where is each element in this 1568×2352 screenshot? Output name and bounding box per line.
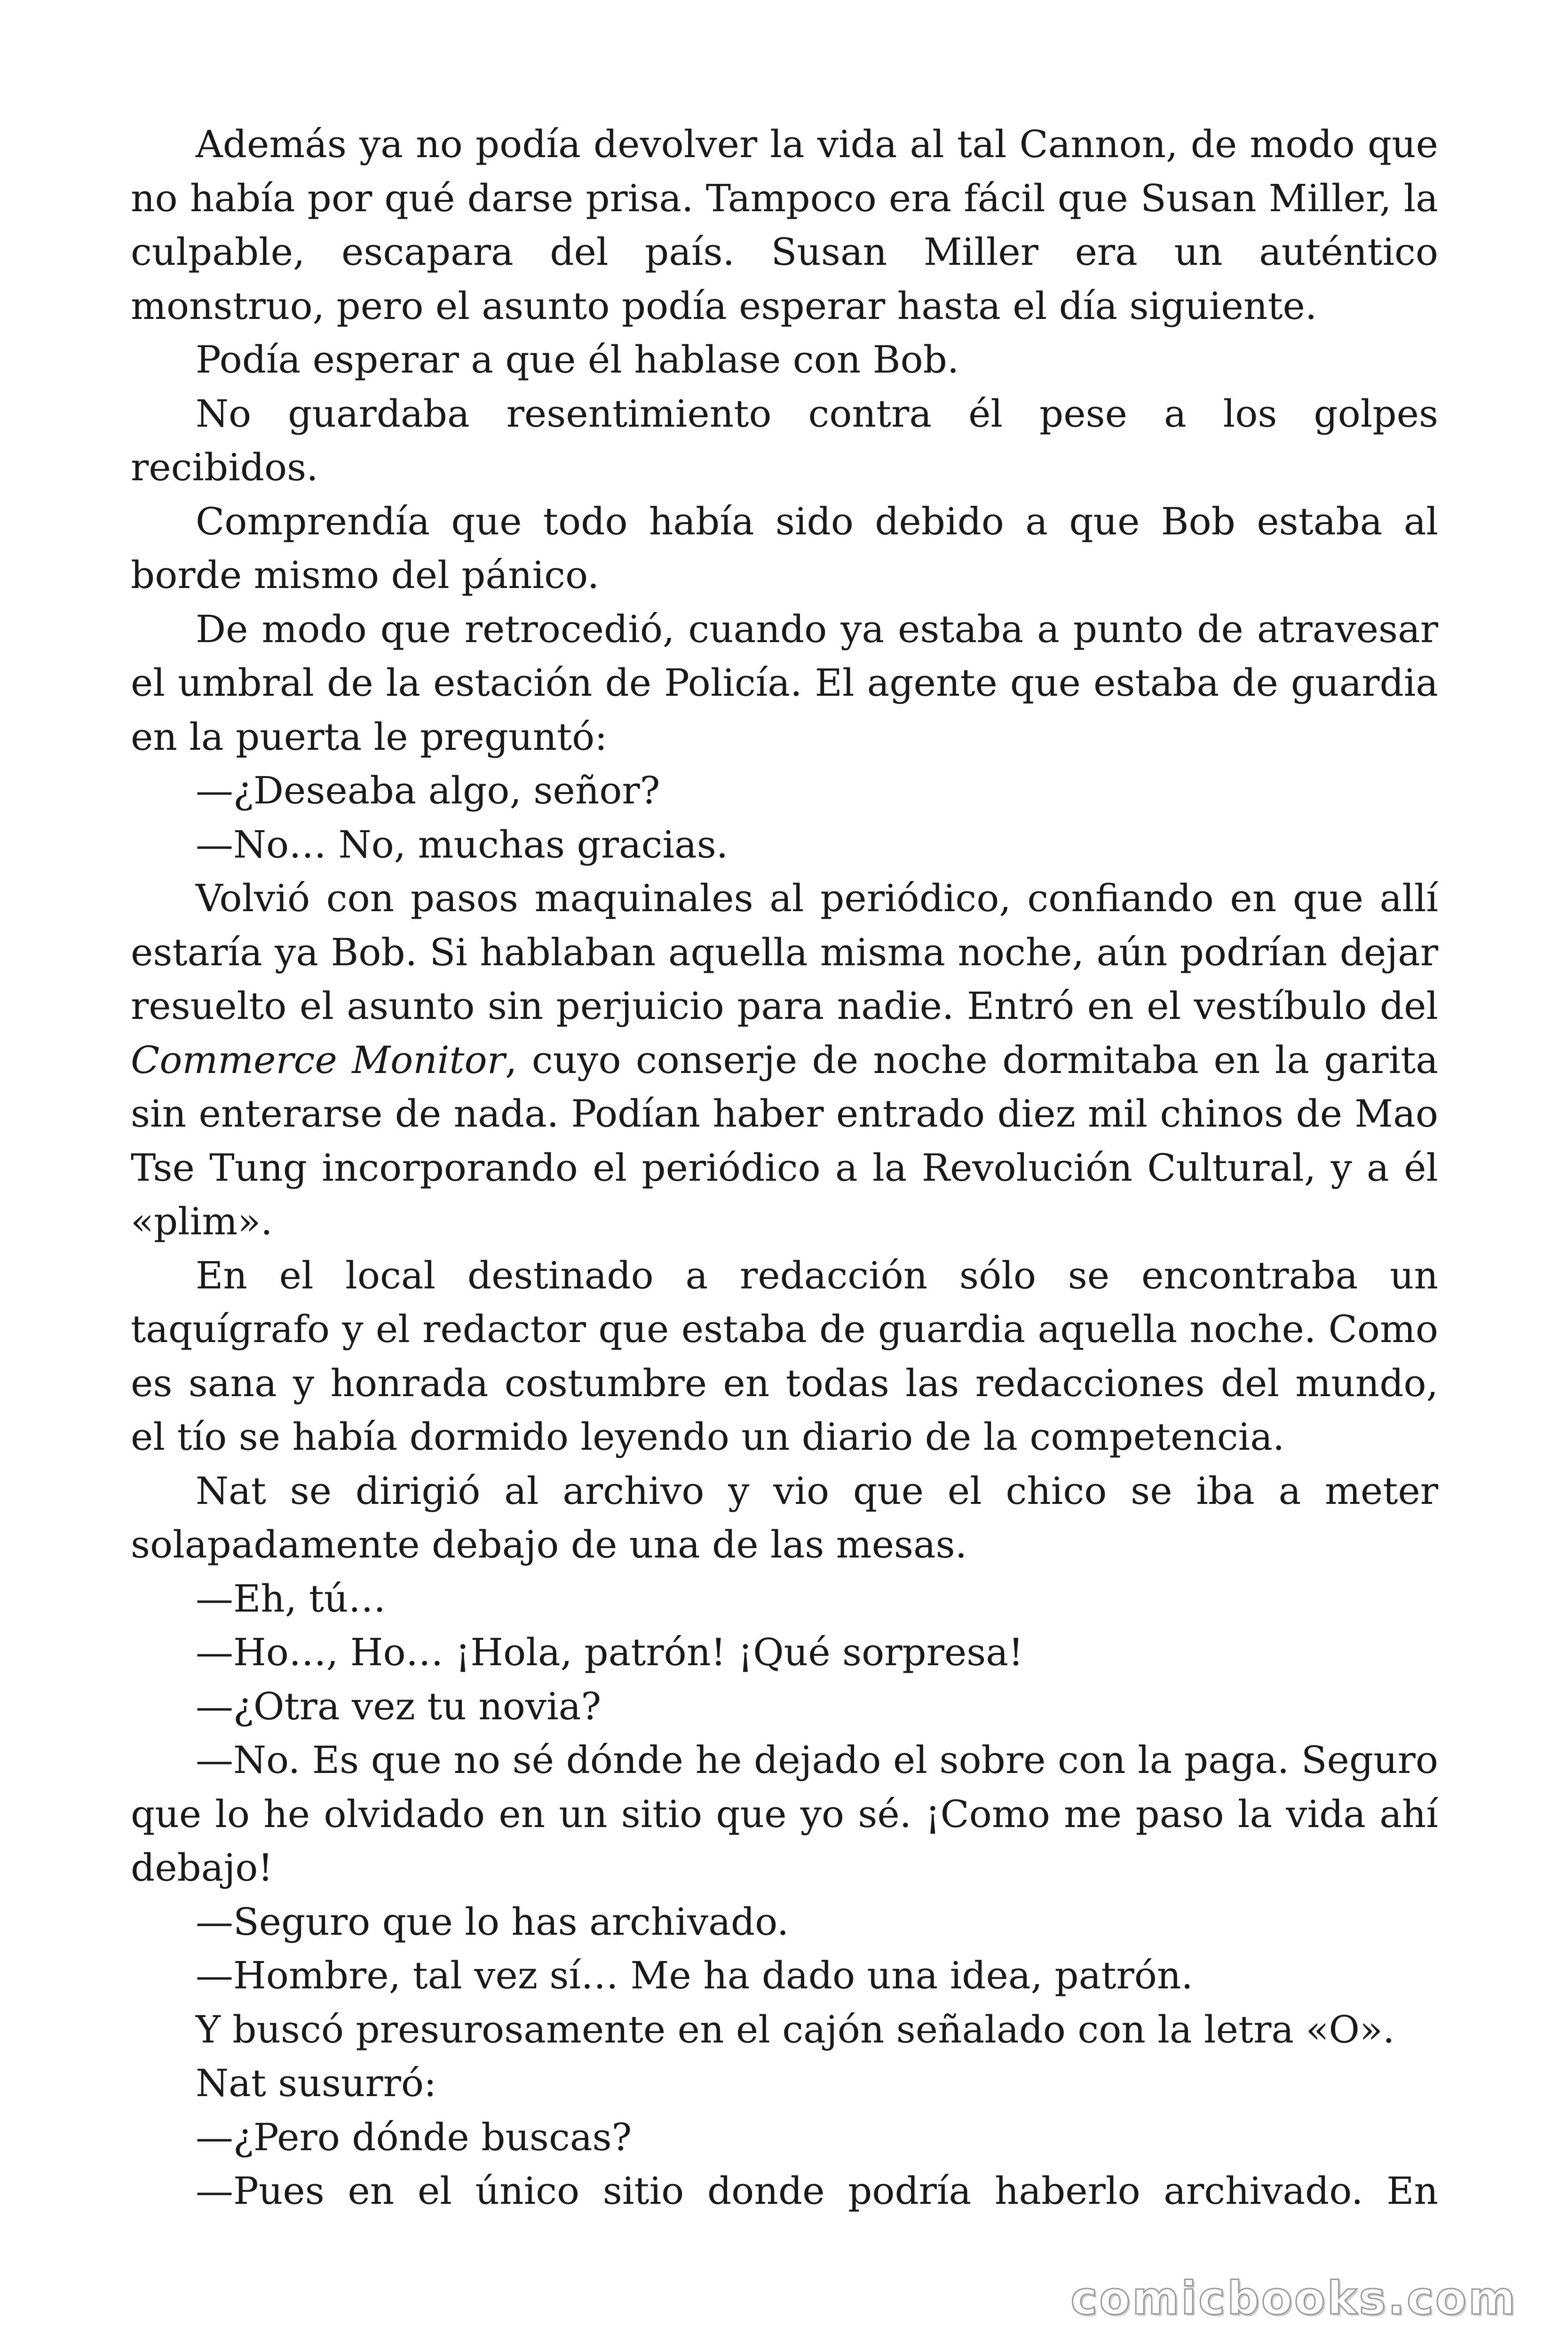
dialogue-line: —¿Pero dónde buscas? [196, 2115, 632, 2159]
paragraph: Además ya no podía devolver la vida al tal Cannon, de modo que no había por qué darse prisa. Tampoco era fácil que Susan Miller, la culpable, escapara del país. Susan Miller era un auténtico monstruo, pero el asunto podía esperar hasta el día siguiente. [131, 122, 1438, 328]
dialogue-line: —Pues en el único sitio donde podría haberlo archivado. En [196, 2169, 1438, 2213]
paragraph: Y buscó presurosamente en el cajón señalado con la letra «O». [196, 2007, 1395, 2051]
dialogue-line: —Hombre, tal vez sí… Me ha dado una idea, patrón. [196, 1954, 1193, 1997]
dialogue-line: —No… No, muchas gracias. [196, 822, 729, 866]
watermark-logo: comicbooks.com [1070, 2272, 1517, 2325]
dialogue-line: —¿Deseaba algo, señor? [196, 769, 660, 812]
paragraph: No guardaba resentimiento contra él pese a los golpes recibidos. [131, 391, 1438, 489]
paragraph: Podía esperar a que él hablase con Bob. [196, 338, 959, 381]
page-text [131, 118, 1438, 2218]
paragraph: De modo que retrocedió, cuando ya estaba a punto de atravesar el umbral de la estación de Policía. El agente que estaba de guardia en la puerta le preguntó: [131, 607, 1438, 759]
paragraph-text: , cuyo conserje de noche dormitaba en la garita sin enterarse de nada. Podían haber entrado diez mil chinos de Mao Tse Tung incorporando el periódico a la Revolución Cultural, y a él «plim». [131, 1038, 1438, 1243]
dialogue-line: —Seguro que lo has archivado. [196, 1899, 789, 1944]
dialogue-line: —No. Es que no sé dónde he dejado el sobre con la paga. Seguro que lo he olvidado en un sitio que yo sé. ¡Como me paso la vida ahí debajo! [131, 1738, 1438, 1890]
paragraph-text: Volvió con pasos maquinales al periódico, confiando en que allí estaría ya Bob. Si hablaban aquella misma noche, aún podrían dejar resuelto el asunto sin perjuicio para nadie. Entró en el vestíbulo del [131, 876, 1438, 1028]
paragraph: Nat se dirigió al archivo y vio que el chico se iba a meter solapadamente debajo de una de las mesas. [131, 1469, 1438, 1566]
dialogue-line: —Eh, tú… [196, 1576, 386, 1621]
paragraph: En el local destinado a redacción sólo se encontraba un taquígrafo y el redactor que estaba de guardia aquella noche. Como es sana y honrada costumbre en todas las redacciones del mundo, el tío se había dormido leyendo un diario de la competencia. [131, 1253, 1438, 1459]
paragraph [131, 872, 1438, 1249]
paragraph: Comprendía que todo había sido debido a que Bob estaba al borde mismo del pánico. [131, 499, 1438, 597]
paragraph: Nat susurró: [196, 2061, 437, 2105]
newspaper-title: Commerce Monitor [131, 1038, 505, 1082]
dialogue-line: —Ho…, Ho… ¡Hola, patrón! ¡Qué sorpresa! [196, 1630, 1024, 1674]
dialogue-line: —¿Otra vez tu novia? [196, 1684, 602, 1728]
